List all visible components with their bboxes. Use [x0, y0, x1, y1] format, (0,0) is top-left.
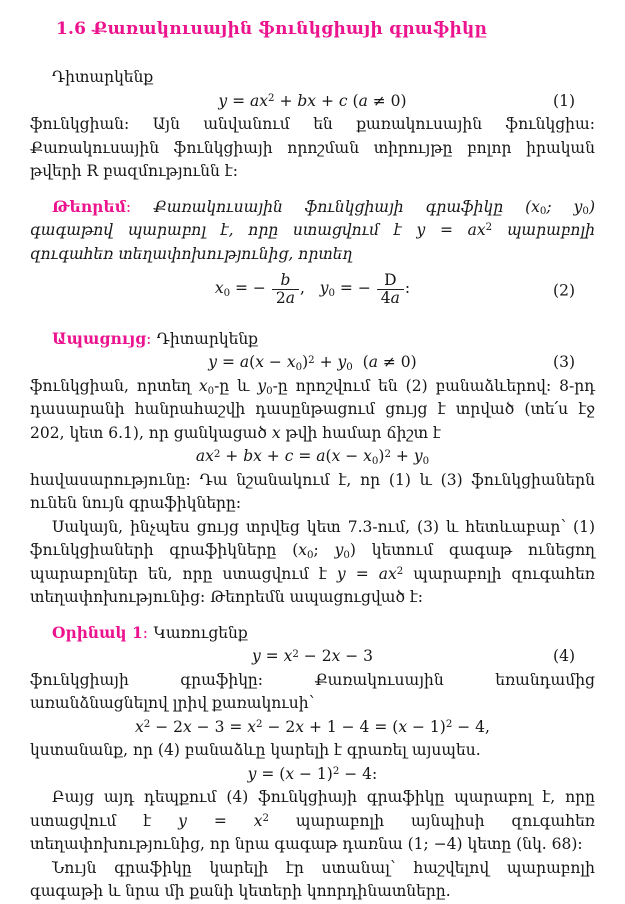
- text-run: 0: [295, 362, 303, 374]
- text-run: 2: [332, 766, 340, 778]
- text-run: x: [286, 353, 296, 372]
- text-run: 1.6 Քառակուսային ֆունկցիայի գրաֆիկը: [56, 19, 488, 39]
- text-run: 2: [268, 92, 275, 104]
- text-run: y: [413, 447, 423, 466]
- text-run: =: [217, 353, 240, 372]
- text-run: ֆունկցիան, որտեղ: [30, 376, 199, 395]
- text-run: x: [214, 279, 224, 298]
- text-run: x: [285, 764, 295, 783]
- text-run: y: [416, 221, 426, 239]
- text-run: պարաբոլի այնպիսի զուգահեռ տեղափոխությունից, որ նրա գագաթ դառնա (1; −4) կետը (նկ. 68)։: [30, 811, 595, 854]
- fraction-denominator: [272, 289, 299, 307]
- text-run: 0: [343, 550, 350, 562]
- text-run: ax: [195, 447, 214, 466]
- text-run: − 2: [298, 647, 332, 666]
- text-run: 2: [308, 354, 315, 366]
- text-run: x: [255, 353, 264, 372]
- text-run: ≠ 0): [377, 353, 417, 372]
- equation: [30, 716, 595, 740]
- text-run: +: [391, 447, 414, 466]
- text-run: 0: [539, 206, 547, 218]
- text-run: 2: [485, 222, 493, 234]
- text-run: x: [183, 717, 192, 736]
- section-heading: [56, 18, 595, 40]
- text-run: − 2: [262, 717, 296, 736]
- text-run: x: [398, 717, 408, 736]
- text-run: = (: [256, 764, 286, 783]
- text-run: x: [531, 197, 540, 216]
- text-run: bx: [243, 447, 262, 466]
- text-run: a: [368, 353, 378, 372]
- text-run: x: [247, 717, 257, 736]
- text-run: +: [220, 447, 244, 466]
- text-run: x: [253, 811, 263, 830]
- equation-number: (1): [553, 91, 575, 110]
- fraction-numerator: [377, 272, 404, 289]
- text-run: կստանանք, որ (4) բանաձևը կարելի է գրառել այսպես.: [30, 741, 481, 760]
- text-run: y: [218, 91, 228, 110]
- text-run: a: [316, 447, 326, 466]
- text-run: +: [316, 91, 339, 110]
- text-run: 0: [328, 288, 335, 299]
- text-run: ax: [467, 221, 486, 239]
- text-run: x: [331, 447, 341, 466]
- text-run: y: [319, 279, 329, 298]
- lead-label: Օրինակ 1։: [52, 622, 154, 642]
- text-run: a: [285, 289, 295, 308]
- text-run: y: [337, 353, 347, 372]
- text-run: (: [249, 353, 256, 372]
- text-run: x: [135, 717, 144, 736]
- text-run: − 3: [340, 647, 374, 666]
- equation: [30, 266, 595, 316]
- text-run: =: [293, 447, 317, 466]
- text-run: x: [283, 647, 293, 666]
- paragraph: [30, 469, 595, 516]
- text-run: պարաբոլի զուգահեռ տեղափոխությունից։ Թեորեմն ապացուցված է։: [30, 564, 595, 607]
- text-run: 0: [371, 456, 379, 468]
- text-run: ): [302, 353, 309, 372]
- text-run: +: [261, 447, 285, 466]
- text-run: 0: [582, 206, 589, 218]
- text-run: հավասարությունը։ Դա նշանակում է, որ (1) և (3) ֆունկցիաներն ունեն նույն գրաֆիկները։: [30, 470, 595, 513]
- paragraph: [30, 516, 595, 610]
- equation-number: (2): [553, 281, 575, 300]
- text-run: ≠ 0): [367, 91, 407, 110]
- text-run: = −: [334, 279, 376, 298]
- text-run: 4: [380, 289, 391, 308]
- text-run: y: [336, 564, 346, 583]
- text-run: Քառակուսային ֆունկցիայի գրաֆիկը (: [153, 197, 532, 216]
- text-run: (: [352, 353, 369, 372]
- text-run: 0: [266, 385, 273, 397]
- text-run: -ը և: [214, 376, 258, 395]
- fraction-numerator: [272, 272, 299, 289]
- text-run: = −: [230, 279, 271, 298]
- text-run: (: [325, 447, 332, 466]
- equation: [30, 645, 595, 669]
- text-run: + 1 − 4 = (: [304, 717, 399, 736]
- text-run: թվի համար ճիշտ է: [280, 423, 441, 442]
- lead-label: Թեորեմ։: [52, 196, 154, 216]
- text-run: c: [284, 447, 294, 466]
- text-run: x: [331, 647, 341, 666]
- text-run: 0: [223, 288, 231, 299]
- text-run: y: [573, 197, 583, 216]
- text-run: ;: [313, 541, 335, 560]
- text-run: =: [345, 564, 379, 583]
- text-run: 0: [207, 385, 215, 397]
- fraction-denominator: [377, 289, 404, 307]
- paragraph: [30, 739, 595, 763]
- text-run: 0: [422, 456, 430, 468]
- text-run: y: [251, 647, 261, 666]
- text-run: Դիտարկենք: [156, 329, 259, 348]
- text-run: Նույն գրաֆիկը կարելի էր ստանալ՝ հաշվելով պարաբոլի գագաթի և նրա մի քանի կետերի կոորդինատները.: [30, 858, 595, 901]
- text-run: c: [338, 91, 348, 110]
- paragraph: [30, 113, 595, 184]
- text-run: 2: [275, 289, 286, 308]
- text-run: =: [425, 221, 468, 239]
- text-run: a: [358, 91, 368, 110]
- text-run: − 1): [407, 717, 446, 736]
- text-run: 0: [346, 362, 353, 374]
- text-run: =: [260, 647, 284, 666]
- text-run: ax: [250, 91, 269, 110]
- text-run: ,: [299, 279, 320, 298]
- paragraph: [30, 621, 595, 646]
- text-run: Սակայն, ինչպես ցույց տրվեց կետ 7.3-ում, (3) և հետևաբար՝ (1) ֆունկցիաների գրաֆիկները (: [30, 517, 595, 560]
- text-run: b: [280, 271, 291, 289]
- equation: [30, 351, 595, 375]
- text-run: ax: [378, 564, 397, 583]
- text-run: a: [390, 289, 400, 308]
- text-run: y: [247, 764, 257, 783]
- equation: [30, 445, 595, 469]
- text-run: 2: [396, 566, 404, 578]
- paragraph: [30, 375, 595, 446]
- text-run: +: [274, 91, 298, 110]
- text-run: − 2: [150, 717, 183, 736]
- text-run: Դիտարկենք: [52, 68, 154, 86]
- paragraph: [30, 669, 595, 716]
- text-run: − 4։: [339, 764, 378, 783]
- text-run: Բայց այդ դեպքում (4) ֆունկցիայի գրաֆիկը պարաբոլ է, որը ստացվում է: [30, 788, 595, 830]
- text-run: y: [257, 376, 267, 395]
- equation-number: (3): [553, 353, 575, 372]
- paragraph: [30, 66, 595, 90]
- text-run: 0: [307, 550, 314, 562]
- text-run: ։: [404, 279, 411, 298]
- text-run: պարաբոլի զուգահեռ տեղափոխությունից, որտեղ: [30, 221, 595, 263]
- paragraph: [30, 195, 595, 267]
- text-run: 2: [384, 448, 391, 460]
- equation: [30, 90, 595, 114]
- text-run: bx: [297, 91, 317, 110]
- text-run: +: [314, 353, 338, 372]
- fraction: [272, 272, 299, 308]
- text-run: 2: [262, 813, 269, 825]
- text-run: y: [178, 811, 187, 830]
- paragraph: [30, 327, 595, 352]
- text-run: -ը որոշվում են (2) բանաձևերով։ 8-րդ դասարանի հանրահաշվի դասընթացում ցույց է տրված (տե՛ս էջ 202, կետ 6.1), որ ցանկացած: [30, 376, 596, 442]
- text-run: ): [378, 447, 385, 466]
- equation: [30, 763, 595, 787]
- text-run: =: [227, 91, 251, 110]
- text-run: −: [340, 447, 364, 466]
- text-run: 2: [256, 719, 263, 731]
- equation-number: (4): [553, 647, 575, 666]
- text-run: 2: [445, 719, 453, 731]
- text-run: −: [263, 353, 287, 372]
- text-run: Կառուցենք: [153, 623, 248, 642]
- text-run: ) գագաթով պարաբոլ է, որը ստացվում է: [30, 197, 595, 239]
- text-run: x: [363, 447, 372, 466]
- text-run: ֆունկցիան։ Այն անվանում են քառակուսային ֆունկցիա։ Քառակուսային ֆունկցիայի որոշման տիրույթը բոլոր իրական թվերի R բազմությունն է։: [30, 115, 595, 180]
- text-run: (: [347, 91, 359, 110]
- text-run: 2: [143, 719, 151, 731]
- paragraph: [30, 786, 595, 857]
- text-run: − 1): [294, 764, 333, 783]
- text-run: y: [334, 541, 344, 560]
- text-run: ֆունկցիայի գրաֆիկը։ Քառակուսային եռանդամից առանձնացնելով լրիվ քառակուսի՝: [30, 670, 595, 713]
- text-run: ) կետում գագաթ ունեցող պարաբոլներ են, որը ստացվում է: [30, 541, 596, 583]
- text-run: 2: [292, 648, 299, 660]
- text-run: x: [295, 717, 305, 736]
- lead-label: Ապացույց։: [52, 328, 157, 348]
- text-run: x: [298, 541, 308, 560]
- text-run: ;: [546, 197, 574, 216]
- text-run: y: [208, 353, 218, 372]
- text-run: =: [186, 811, 254, 830]
- paragraph: [30, 857, 595, 904]
- text-run: 2: [213, 448, 221, 460]
- text-run: x: [271, 423, 281, 442]
- text-run: a: [239, 353, 250, 372]
- fraction: [377, 272, 404, 308]
- text-run: x: [198, 376, 208, 395]
- text-run: − 3 =: [191, 717, 248, 736]
- text-run: D: [384, 271, 397, 289]
- text-run: − 4,: [452, 717, 490, 736]
